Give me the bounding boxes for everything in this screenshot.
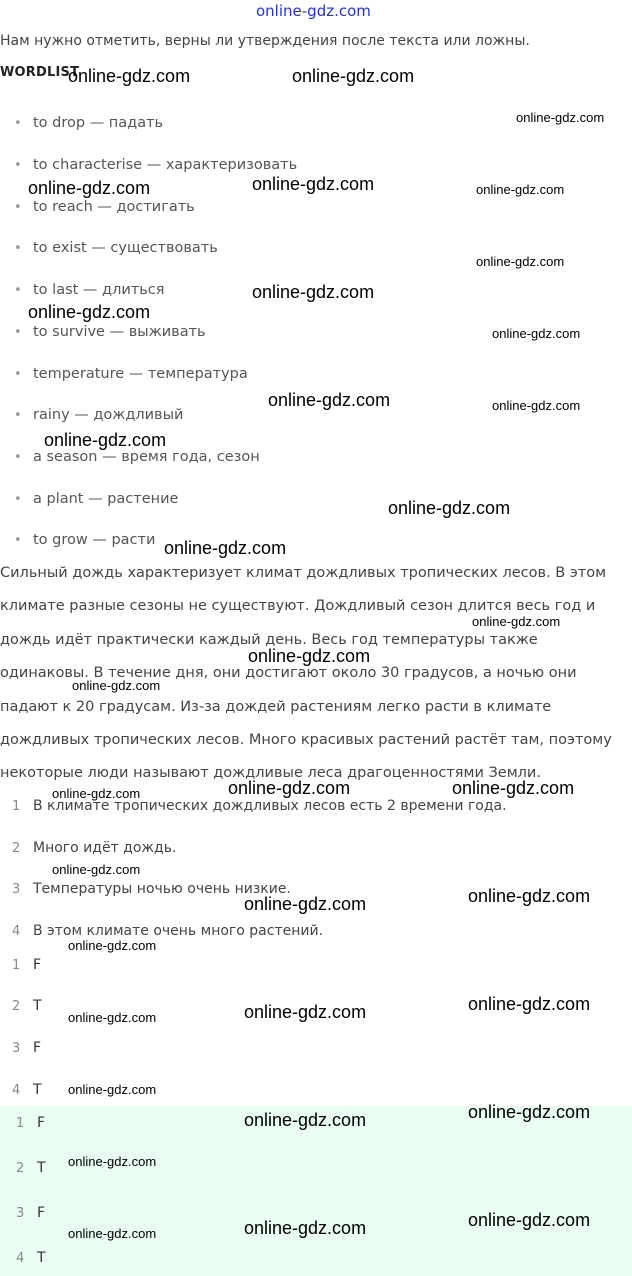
watermark: online-gdz.com — [452, 778, 575, 798]
watermark: online-gdz.com — [244, 1218, 367, 1238]
bullet-icon: • — [14, 283, 22, 298]
watermark: online-gdz.com — [68, 1154, 157, 1169]
paragraph-line: одинаковы. В течение дня, они достигают около 30 градусов, а ночью они — [0, 665, 577, 681]
paragraph-line: Сильный дождь характеризует климат дождливых тропических лесов. В этом — [0, 565, 607, 581]
wordlist-item: • a season — время года, сезон — [14, 449, 260, 465]
answer-highlight-box — [0, 1106, 632, 1276]
wordlist-item: • to characterise — характеризовать — [14, 157, 298, 173]
statement-item: 1 В климате тропических дождливых лесов есть 2 времени года. — [12, 798, 507, 814]
watermark: online-gdz.com — [268, 390, 391, 410]
watermark: online-gdz.com — [68, 1010, 157, 1025]
answer-item-highlighted: 4 T — [16, 1250, 46, 1266]
paragraph-line: дождливых тропических лесов. Много красивых растений растёт там, поэтому — [0, 732, 612, 748]
watermark: online-gdz.com — [28, 302, 151, 322]
answer-item-highlighted: 2 T — [16, 1160, 46, 1176]
watermark: online-gdz.com — [68, 938, 157, 953]
watermark: online-gdz.com — [68, 66, 191, 86]
watermark: online-gdz.com — [468, 1102, 591, 1122]
paragraph-line: падают к 20 градусам. Из-за дождей растениям легко расти в климате — [0, 699, 552, 715]
watermark: online-gdz.com — [44, 430, 167, 450]
wordlist-item: • to exist — существовать — [14, 240, 218, 256]
watermark: online-gdz.com — [164, 538, 287, 558]
watermark: online-gdz.com — [468, 886, 591, 906]
watermark: online-gdz.com — [52, 862, 141, 877]
watermark: online-gdz.com — [244, 1110, 367, 1130]
watermark: online-gdz.com — [68, 1226, 157, 1241]
answer-item-highlighted: 1 F — [16, 1115, 46, 1131]
watermark: online-gdz.com — [492, 326, 581, 341]
paragraph-line: климате разные сезоны не существуют. Дождливый сезон длится весь год и — [0, 598, 596, 614]
paragraph-line: дождь идёт практически каждый день. Весь год температуры также — [0, 632, 538, 648]
watermark: online-gdz.com — [292, 66, 415, 86]
watermark: online-gdz.com — [244, 1002, 367, 1022]
statement-item: 3 Температуры ночью очень низкие. — [12, 881, 291, 897]
watermark: online-gdz.com — [468, 994, 591, 1014]
statement-item: 2 Много идёт дождь. — [12, 840, 177, 856]
paragraph-line: некоторые люди называют дождливые леса драгоценностями Земли. — [0, 765, 541, 781]
wordlist-item: • to drop — падать — [14, 115, 164, 131]
watermark: online-gdz.com — [68, 1082, 157, 1097]
watermark: online-gdz.com — [72, 678, 161, 693]
bullet-icon: • — [14, 533, 22, 548]
bullet-icon: • — [14, 325, 22, 340]
bullet-icon: • — [14, 116, 22, 131]
answer-item: 2 T — [12, 998, 42, 1014]
watermark: online-gdz.com — [468, 1210, 591, 1230]
watermark: online-gdz.com — [472, 614, 561, 629]
answer-item: 3 F — [12, 1040, 42, 1056]
watermark: online-gdz.com — [252, 282, 375, 302]
statement-item: 4 В этом климате очень много растений. — [12, 923, 324, 939]
watermark: online-gdz.com — [228, 778, 351, 798]
wordlist-item: • rainy — дождливый — [14, 407, 184, 423]
bullet-icon: • — [14, 492, 22, 507]
wordlist-item: • to grow — расти — [14, 532, 156, 548]
answer-item: 4 T — [12, 1082, 42, 1098]
bullet-icon: • — [14, 450, 22, 465]
watermark: online-gdz.com — [476, 254, 565, 269]
bullet-icon: • — [14, 241, 22, 256]
wordlist-title: WORDLIST — [0, 65, 80, 80]
bullet-icon: • — [14, 200, 22, 215]
wordlist-item: • a plant — растение — [14, 491, 179, 507]
site-header[interactable]: online-gdz.com — [256, 2, 371, 20]
wordlist-item: • to reach — достигать — [14, 199, 195, 215]
watermark: online-gdz.com — [492, 398, 581, 413]
watermark: online-gdz.com — [252, 174, 375, 194]
bullet-icon: • — [14, 367, 22, 382]
intro-text: Нам нужно отметить, верны ли утверждения после текста или ложны. — [0, 33, 530, 49]
watermark: online-gdz.com — [476, 182, 565, 197]
watermark: online-gdz.com — [516, 110, 605, 125]
wordlist-item: • to survive — выживать — [14, 324, 206, 340]
watermark: online-gdz.com — [248, 646, 371, 666]
answer-item: 1 F — [12, 957, 42, 973]
wordlist-item: • temperature — температура — [14, 366, 248, 382]
watermark: online-gdz.com — [388, 498, 511, 518]
bullet-icon: • — [14, 158, 22, 173]
answer-item-highlighted: 3 F — [16, 1205, 46, 1221]
watermark: online-gdz.com — [244, 894, 367, 914]
watermark: online-gdz.com — [52, 786, 141, 801]
wordlist-item: • to last — длиться — [14, 282, 165, 298]
watermark: online-gdz.com — [28, 178, 151, 198]
bullet-icon: • — [14, 408, 22, 423]
